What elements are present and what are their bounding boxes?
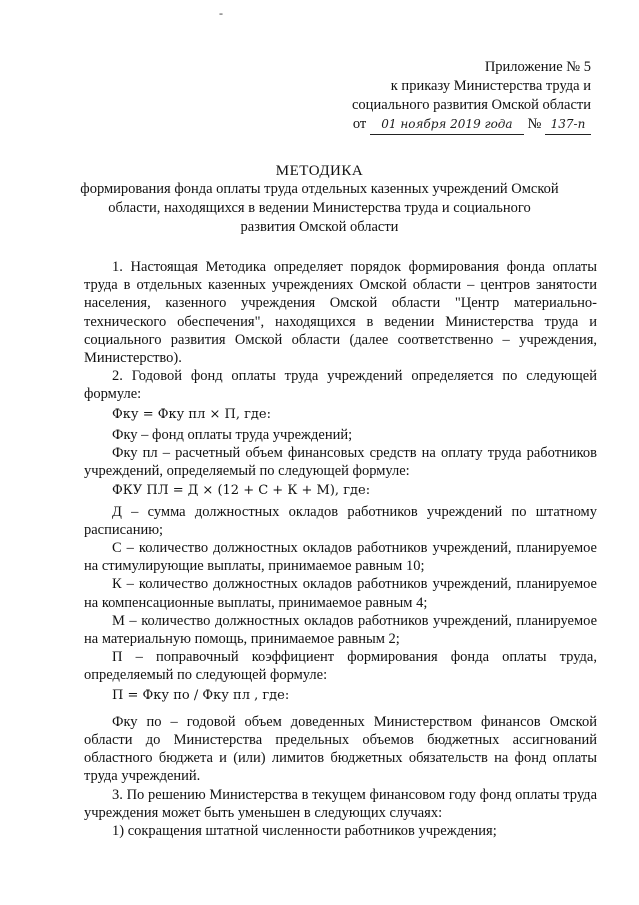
definition-d: Д – сумма должностных окладов работников учреждений по штатному расписанию; [84, 503, 597, 538]
paragraph-3-item-1: 1) сокращения штатной численности работников учреждения; [112, 823, 497, 840]
definition-fku: Фку – фонд оплаты труда учреждений; [112, 426, 353, 443]
definition-k: К – количество должностных окладов работников учреждений, планируемое на компенсационные выплаты, принимаемое равным 4; [84, 576, 597, 611]
from-label: от [352, 116, 367, 132]
formula-3: П = Фку по / Фку пл , где: [112, 687, 290, 703]
handwritten-number: 137-п [545, 115, 591, 135]
paragraph-3: 3. По решению Министерства в текущем финансовом году фонд оплаты труда учреждения может быть уменьшен в следующих случаях: [84, 786, 597, 821]
paragraph-2: 2. Годовой фонд оплаты труда учреждений определяется по следующей формуле: [84, 368, 597, 403]
handwritten-date: 01 ноября 2019 года [370, 115, 524, 135]
definition-m: М – количество должностных окладов работников учреждений, планируемое на материальную помощь, принимаемое равным 2; [84, 612, 597, 648]
formula-2: ФКУ ПЛ = Д × (12 + С + К + М), где: [112, 483, 371, 499]
document-title: МЕТОДИКА [275, 163, 364, 179]
number-label: № [527, 116, 542, 132]
document-body [84, 258, 597, 840]
document-subtitle: формирования фонда оплаты труда отдельных казенных учреждений Омской области, находящихся в ведении Министерства труда и социального развития Омской области [80, 181, 559, 235]
formula-1: Фку = Фку пл × П, где: [112, 406, 271, 422]
paragraph-1: 1. Настоящая Методика определяет порядок формирования фонда оплаты труда в отдельных казенных учреждениях Омской области – центров занятости населения, казенного учреждения Омской области "Центр материально-технического обеспечения", находящихся в ведении Министерства труда и социального развития Омской области (далее соответственно – учреждения, Министерство). [84, 259, 597, 367]
definition-fku-po: Фку по – годовой объем доведенных Министерством финансов Омской области до Министерства предельных объемов бюджетных ассигнований областного бюджета и (или) лимитов бюджетных обязательств на фонд оплаты труда учреждений. [84, 713, 597, 785]
definition-fku-pl: Фку пл – расчетный объем финансовых средств на оплату труда работников учреждений, определяемый по следующей формуле: [84, 445, 597, 480]
definition-c: С – количество должностных окладов работников учреждений, планируемое на стимулирующие выплаты, принимаемое равным 10; [84, 540, 597, 575]
appendix-line-3: социального развития Омской области [352, 97, 591, 113]
appendix-date-line [352, 115, 591, 135]
definition-p: П – поправочный коэффициент формирования фонда оплаты труда, определяемый по следующей формуле: [84, 649, 597, 684]
appendix-line-2: к приказу Министерства труда и [390, 78, 591, 94]
appendix-line-1: Приложение № 5 [484, 59, 591, 75]
top-mark: - [219, 6, 223, 20]
appendix-header [352, 58, 591, 135]
